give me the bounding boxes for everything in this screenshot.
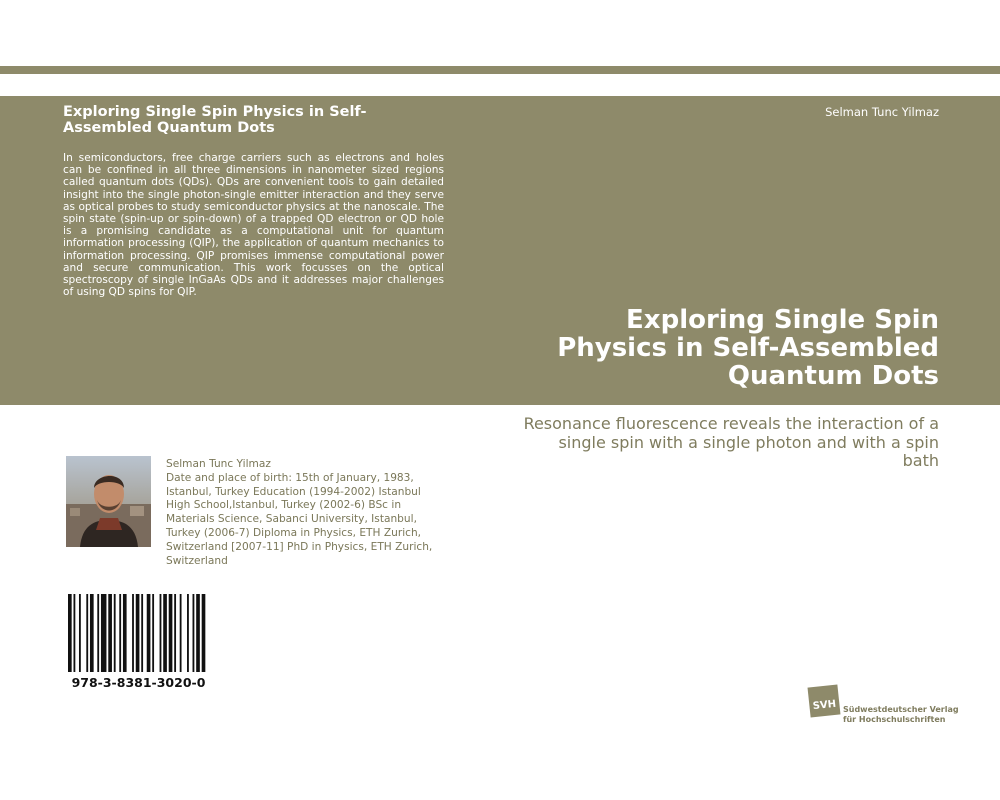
publisher-name-line2: für Hochschulschriften bbox=[843, 715, 946, 724]
front-cover-subtitle: Resonance fluorescence reveals the interaction of a single spin with a single photon and with a spin bath bbox=[523, 414, 939, 470]
author-photo bbox=[66, 456, 151, 547]
barcode bbox=[68, 594, 209, 672]
back-cover-title: Exploring Single Spin Physics in Self-Assembled Quantum Dots bbox=[63, 104, 367, 136]
svh-logo-icon bbox=[808, 685, 841, 718]
isbn-number: 978-3-8381-3020-0 bbox=[71, 675, 206, 690]
front-cover-title: Exploring Single Spin Physics in Self-Assembled Quantum Dots bbox=[557, 305, 939, 391]
publisher-name bbox=[843, 705, 959, 725]
author-bio-text: Selman Tunc Yilmaz Date and place of birth: 15th of January, 1983, Istanbul, Turkey Education (1994-2002) Istanbul High School,Istanbul, Turkey (2002-6) BSc in Materials Science, Sabanci University, Istanbul, Turkey (2006-7) Diploma in Physics, ETH Zurich, Switzerland [2007-11] PhD in Physics, ETH Zurich, Switzerland bbox=[166, 458, 433, 567]
front-cover-author: Selman Tunc Yilmaz bbox=[825, 105, 939, 119]
back-cover-blurb: In semiconductors, free charge carriers such as electrons and holes can be confined in all three dimensions in nanometer sized regions called quantum dots (QDs). QDs are convenient tools to gain detailed insight into the single photon-single emitter interaction and they serve as optical probes to study semiconductor physics at the nanoscale. The spin state (spin-up or spin-down) of a trapped QD electron or QD hole is a promising candidate as a computational unit for quantum information processing (QIP), the application of quantum mechanics to information processing. QIP promises immense computational power and secure communication. This work focusses on the optical spectroscopy of single InGaAs QDs and it addresses major challenges of using QD spins for QIP. bbox=[63, 152, 444, 299]
publisher-name-line1: Südwestdeutscher Verlag bbox=[843, 705, 959, 714]
top-stripe bbox=[0, 66, 1000, 74]
logo-mark: SVH bbox=[812, 698, 837, 713]
author-bio bbox=[166, 458, 446, 568]
publisher-logo bbox=[809, 686, 959, 734]
